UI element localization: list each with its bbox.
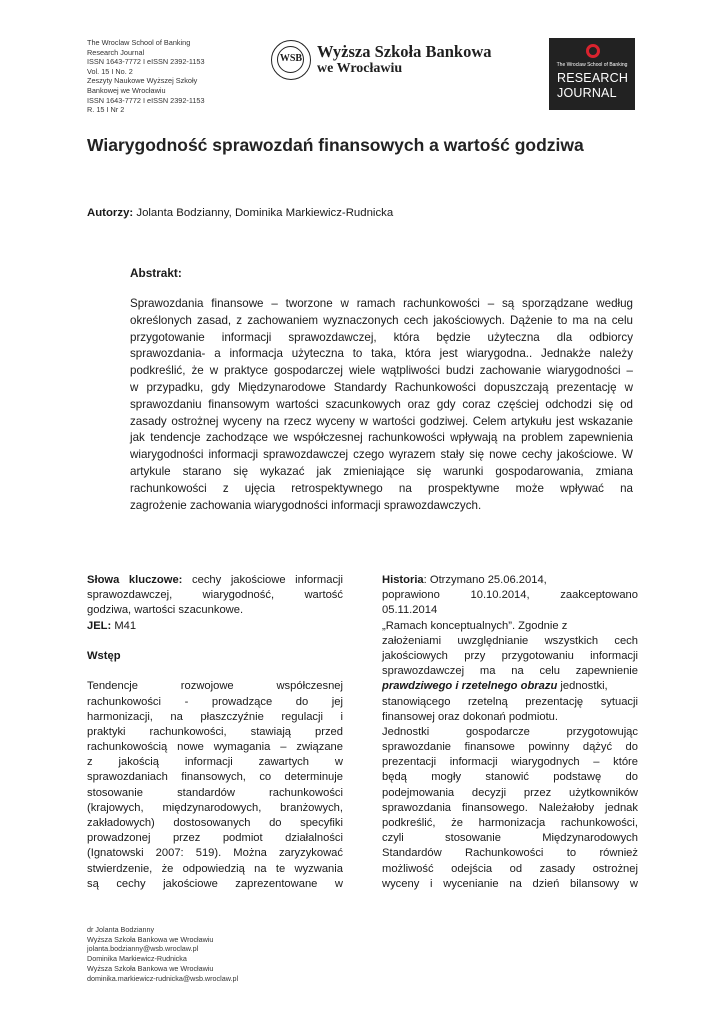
intro-line: stwierdzenie, że odpowiedzią na te wyzwania (87, 862, 343, 875)
seal-text: WSB (279, 53, 303, 64)
meta-line: Vol. 15 I No. 2 (87, 66, 133, 76)
emphasis-tail: jednostki, (557, 680, 608, 693)
body-line: prezentacji informacji wiarygodnych – które (382, 756, 638, 769)
footnote-line: dr Jolanta Bodzianny (87, 925, 155, 934)
keywords-line (87, 573, 343, 588)
keywords-text: cechy jakościowe informacji (192, 574, 344, 586)
footnote-email[interactable]: dominika.markiewicz-rudnicka@wsb.wroclaw.pl (87, 973, 239, 983)
journal-meta (87, 38, 262, 115)
body-line: „Ramach konceptualnych”. Zgodnie z (382, 619, 568, 632)
history-line: 05.11.2014 (382, 604, 438, 617)
intro-line: zakładowych) dostosowanych do specyfiki (87, 817, 343, 829)
meta-line: Zeszyty Naukowe Wyższej Szkoły (87, 76, 198, 86)
seal-icon (271, 40, 311, 80)
keywords-line: sprawozdawczej, wiarygodność, wartość (87, 589, 343, 602)
abstract-line: zasady ostrożnej wyceny na rzecz wyceny w wartości godziwej. Celem artykułu jest wskazanie (130, 414, 633, 428)
intro-line: z jakością informacji zawartych w (87, 756, 343, 769)
intro-line: stosowanie standardów rachunkowości (87, 786, 343, 799)
jel-code: M41 (114, 619, 137, 632)
abstract-line: sprawozdania- a informacja użyteczna to taka, która jest wiarygodna.. Jednakże należy (130, 347, 633, 361)
footnote-line: Dominika Markiewicz-Rudnicka (87, 954, 187, 964)
intro-line: są cechy jakościowe zaprezentowane w (87, 877, 343, 890)
body-line: będą mogły stanowić podstawę do (382, 771, 638, 784)
abstract-line: rachunkowości z ujęcia retrospektywnego na prospektywne może wpływać na (130, 481, 633, 495)
abstract-line: sprawozdaniu finansowym wartości szacunkowych oraz gdy coraz częściej odchodzi się od (130, 397, 633, 411)
university-logo (271, 38, 501, 82)
keywords-label: Słowa kluczowe: (87, 574, 183, 586)
intro-line: harmonizacji, na płaszczyźnie regulacji i (87, 710, 343, 723)
intro-line: prowadzonej przez podmiot działalności (87, 832, 343, 845)
article-title: Wiarygodność sprawozdań finansowych a wartość godziwa (87, 135, 584, 155)
intro-line: Tendencje rozwojowe współczesnej (87, 680, 343, 693)
footnote-line: Wyższa Szkoła Bankowa we Wrocławiu (87, 934, 214, 944)
abstract-line: w przypadku, gdy Międzynarodowe Standardy Rachunkowości dopuszczają prezentację w (130, 380, 633, 394)
meta-line: R. 15 I Nr 2 (87, 105, 125, 115)
body-line: jakościowych przy przygotowaniu informacji (382, 649, 638, 662)
body-line: możliwość odejścia od zasady ostrożnej (382, 862, 638, 875)
abstract-body (130, 296, 633, 514)
logo-line-1: Wyższa Szkoła Bankowa (317, 42, 492, 61)
body-line: podkreślić, że harmonizacja rachunkowości, (382, 817, 638, 829)
left-column (87, 573, 343, 892)
intro-line: (Ignatowski 2007: 519). Można zaryzykować (87, 847, 343, 860)
body-line: czyli stosowanie Międzynarodowych (382, 832, 638, 845)
research-journal-badge (549, 38, 635, 110)
body-line (382, 679, 638, 694)
meta-line: ISSN 1643-7772 I eISSN 2392-1153 (87, 95, 205, 105)
abstract-line: artykule starano się wykazać jak zmieniające się warunki gospodarowania, zmiana (130, 464, 633, 478)
body-line: stanowiącego rzetelną prezentację sytuacji (382, 695, 638, 708)
intro-line: rachunkowości - prowadzące do jej (87, 695, 343, 708)
meta-line: ISSN 1643-7772 I eISSN 2392-1153 (87, 57, 205, 67)
authors-names: Jolanta Bodzianny, Dominika Markiewicz-Rudnicka (136, 207, 394, 219)
intro-line: (krajowych, międzynarodowych, branżowych, (87, 801, 343, 814)
body-line: sprawozdanie finansowe powinny dążyć do (382, 741, 638, 754)
right-column (382, 573, 638, 892)
abstract-heading: Abstrakt: (130, 266, 182, 280)
journal-emblem-icon (586, 44, 600, 58)
body-line: sprawozdawczej ma na celu zapewnienie (382, 665, 638, 678)
logo-line-2: we Wrocławiu (317, 61, 403, 76)
meta-line: Bankowej we Wrocławiu (87, 85, 166, 95)
footnote-line: Wyższa Szkoła Bankowa we Wrocławiu (87, 963, 214, 973)
meta-line: The Wroclaw School of Banking (87, 38, 191, 47)
badge-line-2: JOURNAL (557, 86, 617, 100)
history-line (382, 573, 638, 588)
abstract-line: wiarygodności informacji sprawozdawczej czego wyrazem stały się nowe cechy jakościowe. W (130, 448, 633, 462)
intro-heading: Wstęp (87, 649, 121, 662)
body-line: Jednostki gospodarcze przygotowując (382, 725, 638, 738)
history-line: poprawiono 10.10.2014, zaakceptowano (382, 589, 638, 602)
abstract-line: zagrożenie zachowania wiarygodności informacji sprawozdawczych. (130, 498, 482, 512)
abstract-line: przygotowanie informacji sprawozdawczej, która będzie użyteczna dla odbiorcy (130, 330, 633, 344)
badge-school: The Wroclaw School of Banking (556, 62, 628, 68)
intro-line: praktyki rachunkowości, stawiają przed (87, 725, 343, 738)
abstract-line: Sprawozdania finansowe – tworzone w ramach rachunkowości – są sporządzane według (130, 297, 633, 310)
jel-line (87, 619, 343, 634)
abstract-line: podkreślić, że w praktyce gospodarczej wiele wątpliwości budzi zachowanie wiarygodności – (130, 364, 633, 378)
body-line: wyceny i wycenianie na dzień bilansowy w (382, 877, 638, 890)
emphasized-phrase: prawdziwego i rzetelnego obrazu (382, 680, 558, 693)
meta-line: Research Journal (87, 47, 145, 57)
badge-line-1: RESEARCH (557, 71, 629, 85)
body-line: sprawozdania finansowego. Należałoby jednak (382, 801, 638, 814)
body-line: finansowej oraz dokonań podmiotu. (382, 710, 559, 723)
authors-label: Autorzy: (87, 207, 134, 219)
footnote-email[interactable]: jolanta.bodzianny@wsb.wroclaw.pl (87, 944, 199, 954)
abstract-line: określonych zasad, z zachowaniem wyznaczonych cech jakościowych. Dążenie to ma na celu (130, 313, 633, 327)
intro-line: rachunkowością nowe wymagania – związane (87, 741, 343, 754)
body-line: założeniami uwzględnianie wszystkich cech (382, 634, 638, 647)
intro-line: sprawozdaniach finansowych, co determinuje (87, 771, 343, 784)
keywords-line: godziwa, wartości szacunkowe. (87, 604, 244, 617)
jel-label: JEL: (87, 619, 112, 632)
history-text: : Otrzymano 25.06.2014, (423, 574, 547, 586)
history-label: Historia (382, 574, 424, 586)
body-line: podejmowania decyzji przez użytkowników (382, 786, 638, 799)
abstract-line: jak tendencje zachodzące we współczesnej rachunkowości wpływają na problem zapewnienia (130, 431, 633, 445)
body-line: Standardów Rachunkowości to również (382, 847, 638, 860)
author-footnote (87, 925, 238, 983)
authors (87, 207, 393, 219)
